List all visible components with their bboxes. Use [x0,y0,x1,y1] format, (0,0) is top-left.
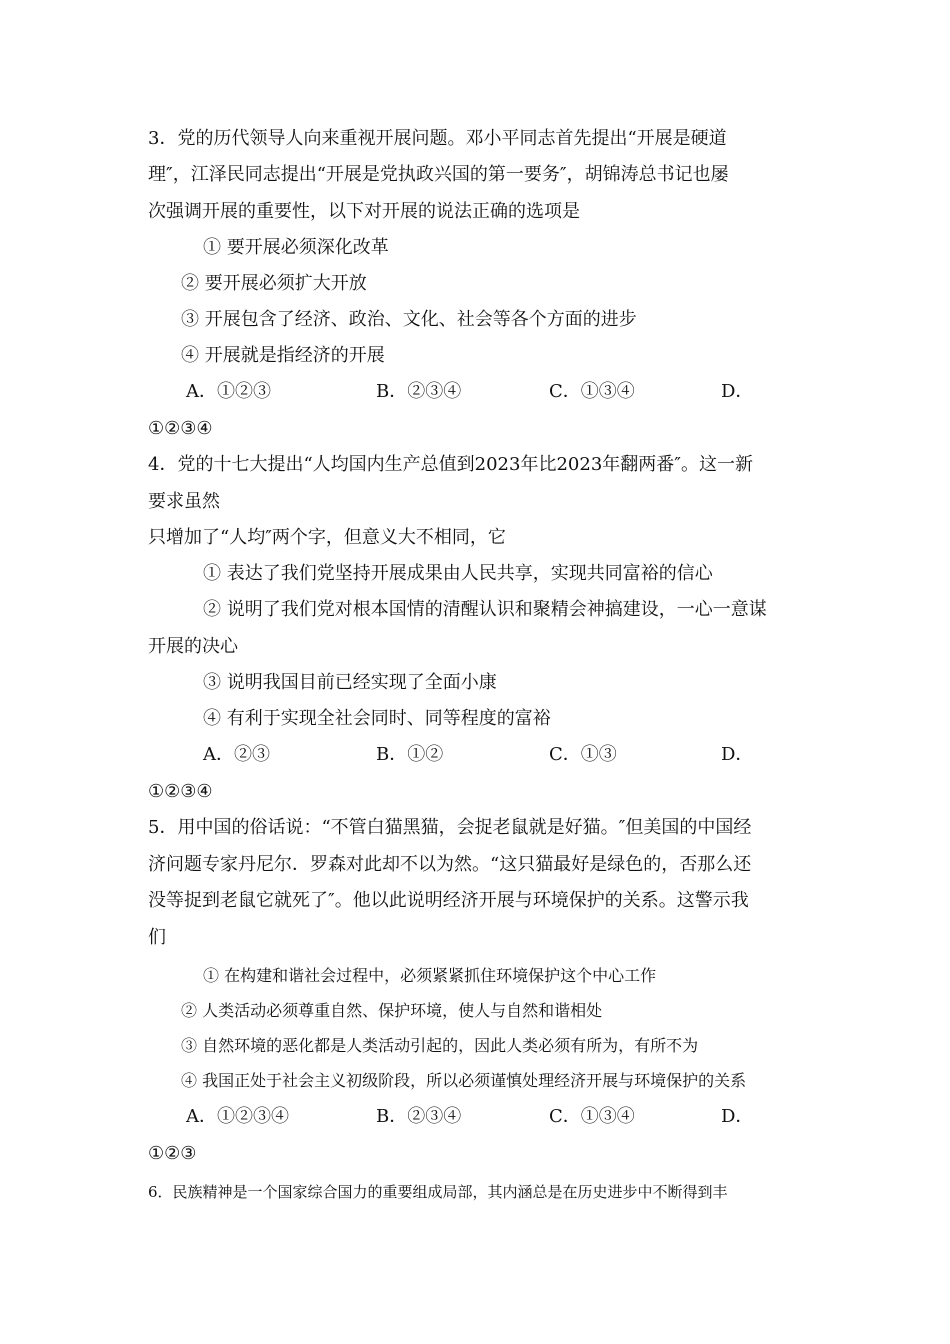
q4-stem-line-2: 要求虽然 [148,491,220,512]
q5-stem-line-2: 济问题专家丹尼尔．罗森对此却不以为然。“这只猫最好是绿色的，否那么还 [148,854,752,875]
q4-stem-line-3: 只增加了“人均″两个字，但意义大不相同，它 [148,527,506,548]
q5-option-d-value: ①②③ [148,1143,197,1164]
q3-option-b: B．②③④ [376,381,462,402]
q5-statement-4: ④ 我国正处于社会主义初级阶段，所以必须谨慎处理经济开展与环境保护的关系 [181,1071,747,1090]
q4-stem-line-1: 4．党的十七大提出“人均国内生产总值到2023年比2023年翻两番″。这一新 [148,454,753,475]
q4-statement-4: ④ 有利于实现全社会同时、同等程度的富裕 [203,708,551,729]
q5-option-a: A．①②③④ [186,1106,289,1127]
q3-option-c: C．①③④ [549,381,635,402]
q4-option-a: A．②③ [203,744,270,765]
q4-statement-3: ③ 说明我国目前已经实现了全面小康 [203,672,497,693]
q5-option-d: D． [721,1106,754,1127]
q5-option-c: C．①③④ [549,1106,635,1127]
q4-statement-1: ① 表达了我们党坚持开展成果由人民共享，实现共同富裕的信心 [203,563,713,584]
q5-stem-line-1: 5．用中国的俗话说：“不管白猫黑猫，会捉老鼠就是好猫。″但美国的中国经 [148,817,752,838]
q3-statement-4: ④ 开展就是指经济的开展 [181,345,385,366]
q5-statement-1: ① 在构建和谐社会过程中，必须紧紧抓住环境保护这个中心工作 [203,966,657,985]
q4-option-c: C．①③ [549,744,617,765]
q3-stem-line-3: 次强调开展的重要性，以下对开展的说法正确的选项是 [148,201,580,222]
q3-option-a: A．①②③ [186,381,271,402]
q3-stem-line-2: 理″，江泽民同志提出“开展是党执政兴国的第一要务″，胡锦涛总书记也屡 [148,164,729,185]
q3-statement-1: ① 要开展必须深化改革 [203,237,389,258]
q5-option-b: B．②③④ [376,1106,462,1127]
q4-option-b: B．①② [376,744,444,765]
q3-stem-line-1: 3．党的历代领导人向来重视开展问题。邓小平同志首先提出“开展是硬道 [148,128,727,149]
q5-statement-3: ③ 自然环境的恶化都是人类活动引起的，因此人类必须有所为，有所不为 [181,1036,699,1055]
q5-stem-line-4: 们 [148,927,166,948]
q4-statement-2: ② 说明了我们党对根本国情的清醒认识和聚精会神搞建设，一心一意谋 [203,599,767,620]
q3-option-d: D． [721,381,754,402]
q4-option-d: D． [721,744,754,765]
q3-option-d-value: ①②③④ [148,418,213,439]
q3-statement-2: ② 要开展必须扩大开放 [181,273,367,294]
q4-statement-2-continued: 开展的决心 [148,636,238,657]
q3-statement-3: ③ 开展包含了经济、政治、文化、社会等各个方面的进步 [181,309,637,330]
q4-option-d-value: ①②③④ [148,781,213,802]
q6-stem-line-1: 6．民族精神是一个国家综合国力的重要组成局部，其内涵总是在历史进步中不断得到丰 [148,1183,728,1201]
q5-statement-2: ② 人类活动必须尊重自然、保护环境，使人与自然和谐相处 [181,1001,603,1020]
q5-stem-line-3: 没等捉到老鼠它就死了″。他以此说明经济开展与环境保护的关系。这警示我 [148,890,749,911]
